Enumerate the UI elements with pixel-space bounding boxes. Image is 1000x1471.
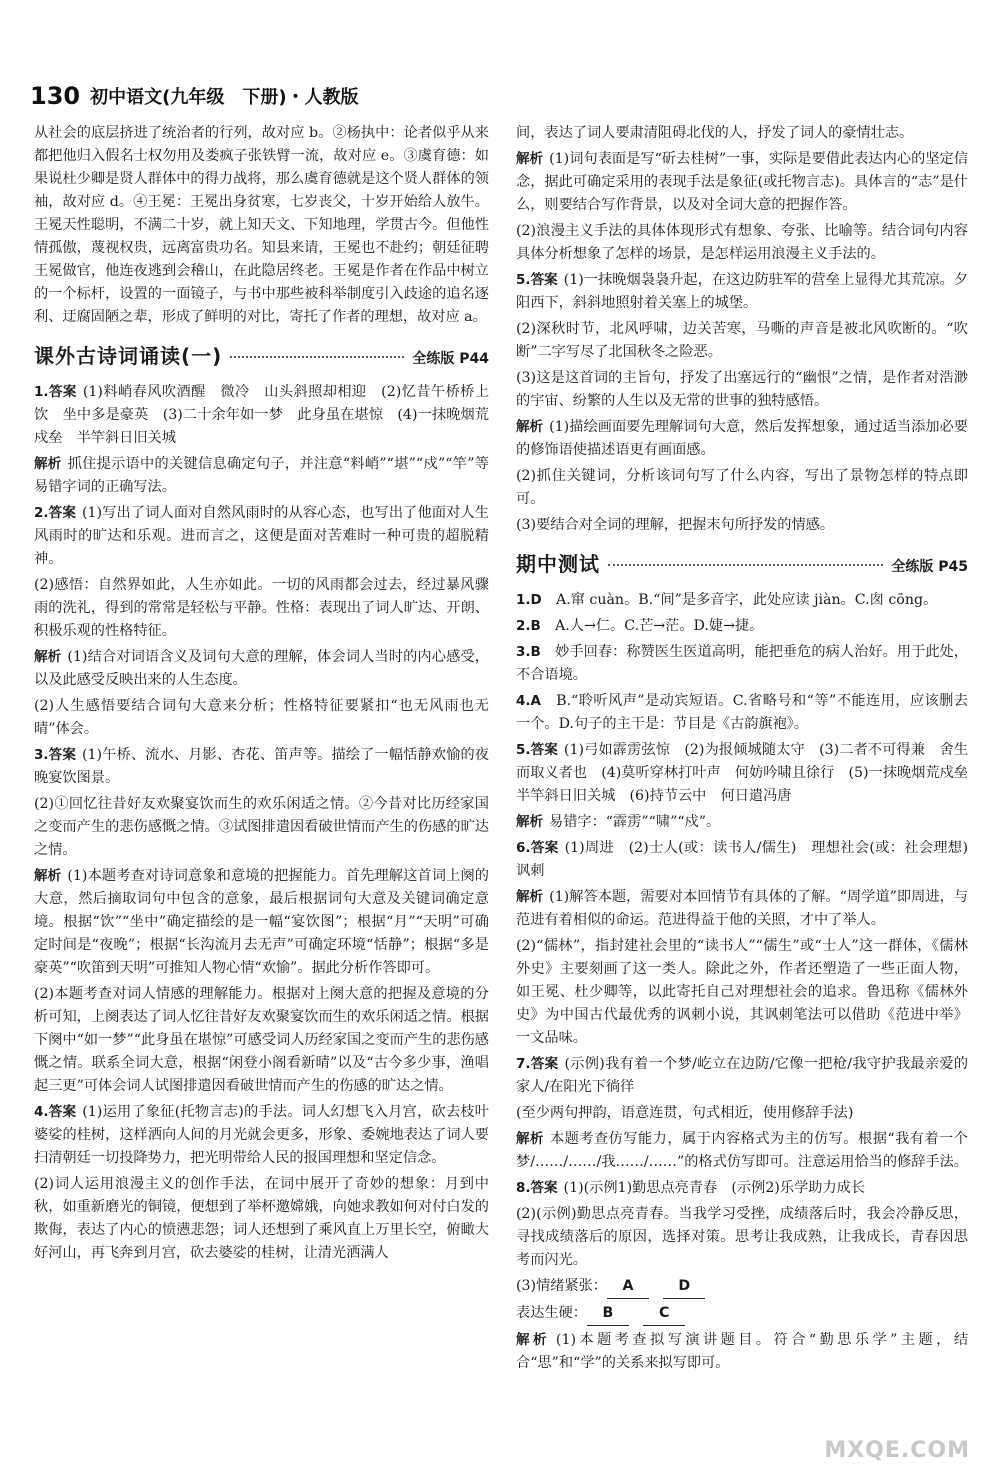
- q2-analysis: 解析 (1)结合对词语含义及词句大意的理解，体会词人当时的内心感受，以及此感受反映出来的人生态度。: [34, 649, 489, 688]
- mid-q7-answer: 7.答案 (示例)我有着一个梦/屹立在边防/它像一把枪/我守护我最亲爱的家人/在阳光下徜徉: [516, 1056, 969, 1095]
- mid-q5-analysis: 解析 易错字：“霹雳”“啸”“戍”。: [516, 814, 721, 830]
- q3-answer: 3.答案 (1)午桥、流水、月影、杏花、笛声等。描绘了一幅恬静欢愉的夜晚宴饮图景。: [34, 747, 489, 786]
- q1-answer: 1.答案 (1)料峭春风吹酒醒 微冷 山头斜照却相迎 (2)忆昔午桥桥上饮 坐中多是豪英 (3)二十余年如一梦 此身虽在堪惊 (4)一抹晚烟荒戍垒 半竿斜日旧关城: [34, 384, 490, 446]
- q2-part2: (2)感悟：自然界如此，人生亦如此。一切的风雨都会过去，经过暴风骤雨的洗礼，得到的常常是轻松与平静。性格：表现出了词人旷达、开朗、积极乐观的性格特征。: [34, 577, 489, 639]
- mid-q6-analysis: 解析 (1)解答本题，需要对本回情节有具体的了解。“周学道”即周进，与范进有着相似的命运。范进得益于他的关照，才中了举人。: [516, 889, 969, 928]
- left-column: [34, 122, 489, 1268]
- mid-q1: 1.D A.窜 cuàn。B.“间”是多音字，此处应读 jiàn。C.囱 cōng。: [516, 592, 938, 608]
- blank-c: C: [643, 1302, 685, 1326]
- page-header: [30, 78, 359, 114]
- mid-q4: 4.A B.“聆听风声”是动宾短语。C.省略号和“等”不能连用，应该删去一个。D.句子的主干是：节目是《古韵旗袍》。: [516, 693, 968, 732]
- q4-continued: 间，表达了词人要肃清阻碍北伐的人，抒发了词人的豪情壮志。: [516, 125, 914, 141]
- section-title: 课外古诗词诵读(一): [34, 344, 223, 368]
- blank-b: B: [587, 1302, 629, 1326]
- mid-q6-answer: 6.答案 (1)周进 (2)士人(或：读书人/儒生) 理想社会(或：社会理想) 讽刺: [516, 840, 983, 879]
- mid-q7-analysis: 解析 本题考查仿写能力，属于内容格式为主的仿写。根据“我有着一个梦/……/……/我……/……”的格式仿写即可。注意运用恰当的修辞手法。: [516, 1131, 968, 1170]
- q5-part2: (2)深秋时节，北风呼啸，边关苦寒，马嘶的声音是被北风吹断的。“吹断”二字写尽了北国秋冬之险恶。: [516, 321, 968, 360]
- q5-analysis: 解析 (1)描绘画面要先理解词句大意，然后发挥想象，通过适当添加必要的修饰语使描述语更有画面感。: [516, 419, 968, 458]
- q1-analysis: 解析 抓住提示语中的关键信息确定句子，并注意“料峭”“堪”“戍”“竿”等易错字词的正确写法。: [34, 456, 490, 495]
- q4-part2: (2)词人运用浪漫主义的创作手法，在词中展开了奇妙的想象：月到中秋，如重新磨光的铜镜，便想到了举杯邀嫦娥，向她求教如何对付白发的欺侮，表达了内心的愤懑悲怨；词人还想到了乘风直上万里长空，俯瞰大好河山，再飞奔到月宫，砍去婆娑的桂树，让清光洒满人: [34, 1176, 489, 1261]
- q3-analysis: 解析 (1)本题考查对诗词意象和意境的把握能力。首先理解这首词上阕的大意，然后摘取词句中包含的意象，最后根据词句大意及关键词确定意境。根据“饮”“坐中”确定描绘的是一幅“宴饮图”；根据“月”“天明”可确定时间是“夜晚”；根据“长沟流月去无声”可确定环境“恬静”；根据“多是豪英”“吹笛到天明”可推知人物心情“欢愉”。据此分析作答即可。: [34, 868, 489, 976]
- leader-dots: [230, 356, 404, 358]
- mid-q8-part2: (2)(示例)勤思点亮青春。当我学习受挫，成绩落后时，我会冷静反思，寻找成绩落后的原因，选择对策。思考让我成熟，让我成长，青春因思考而闪光。: [516, 1206, 968, 1268]
- mid-q2: 2.B A.人→仁。C.芒→茫。D.婕→捷。: [516, 618, 764, 634]
- q4-analysis: 解析 (1)词句表面是写“斫去桂树”一事，实际是要借此表达内心的坚定信念，据此可确定采用的表现手法是象征(或托物言志)。具体言的“志”是什么，则要结合写作背景，以及对全词大意的把握作答。: [516, 151, 969, 213]
- intro-paragraph: 从社会的底层挤进了统治者的行列，故对应 b。②杨执中：论者似乎从来都把他归入假名士权勿用及娄疯子张铁臂一流，故对应 e。③虞育德：如果说杜少卿是贤人群体中的得力战将，那么虞育德就是这个贤人群体的领袖，故对应 d。④王冕：王冕出身贫寒，七岁丧父，十岁开始给人放牛。王冕天性聪明，不满二十岁，就上知天文、下知地理，学贯古今。但他性情孤傲，蔑视权贵，远离富贵功名。知县来请，王冕也不赴约；朝廷征聘王冕做官，他连夜逃到会稽山，在此隐居终老。王冕是作者在作品中树立的一个标杆，设置的一面镜子，与书中那些被科举制度引入歧途的追名逐利、迂腐固陋之辈，形成了鲜明的对比，寄托了作者的理想，故对应 a。: [34, 125, 489, 325]
- q2-analysis-2: (2)人生感悟要结合词句大意来分析；性格特征要紧扣“也无风雨也无晴”体会。: [34, 698, 489, 737]
- right-column: [516, 122, 983, 1378]
- section-heading-poetry: [34, 345, 489, 371]
- mid-q7-note: (至少两句押韵，语意连贯，句式相近，使用修辞手法): [516, 1105, 854, 1121]
- q4-answer: 4.答案 (1)运用了象征(托物言志)的手法。词人幻想飞入月宫，砍去枝叶婆娑的桂树，这样洒向人间的月光就会更多，形象、委婉地表达了词人要扫清朝廷一切投降势力，把光明带给人民的报国理想和坚定信念。: [34, 1104, 489, 1166]
- q2-answer: 2.答案 (1)写出了词人面对自然风雨时的从容心态，也写出了他面对人生风雨时的旷达和乐观。进而言之，这便是面对苦难时一种可贵的超脱精神。: [34, 505, 489, 567]
- q3-part2: (2)①回忆往昔好友欢聚宴饮而生的欢乐闲适之情。②今昔对比历经家国之变而产生的悲伤感慨之情。③试图排遣因看破世情而产生的伤感的旷达之情。: [34, 796, 489, 858]
- mid-q6-analysis-2: (2)“儒林”，指封建社会里的“读书人”“儒生”或“士人”这一群体，《儒林外史》主要刻画了这一类人。除此之外，作者还塑造了一些正面人物，如王冕、杜少卿等，以此寄托自己对理想社会的追求。鲁迅称《儒林外史》为中国古代最优秀的讽刺小说，其讽刺笔法可以借助《范进中举》一文品味。: [516, 938, 968, 1046]
- mid-q8-answer: 8.答案 (1)(示例1)勤思点亮青春 (示例2)乐学助力成长: [516, 1180, 866, 1196]
- q5-part3: (3)这是这首词的主旨句，抒发了出塞远行的“幽恨”之情，是作者对浩渺的宇宙、纷繁的人生以及无常的世事的独特感悟。: [516, 370, 968, 409]
- section-ref: 全练版 P44: [412, 351, 489, 367]
- leader-dots: [608, 564, 883, 566]
- mid-q8-analysis: 解析 (1)本题考查拟写演讲题目。符合“勤思乐学”主题，结合“思”和“学”的关系来拟写即可。: [516, 1332, 969, 1371]
- q4-analysis-2: (2)浪漫主义手法的具体体现形式有想象、夸张、比喻等。结合词句内容具体分析想象了怎样的场景，是怎样运用浪漫主义手法的。: [516, 223, 968, 262]
- mid-q3: 3.B 妙手回春：称赞医生医道高明，能把垂危的病人治好。用于此处，不合语境。: [516, 644, 968, 683]
- q5-analysis-2: (2)抓住关键词，分析该词句写了什么内容，写出了景物怎样的特点即可。: [516, 468, 968, 507]
- blank-d: D: [663, 1275, 705, 1299]
- mid-q8-part4: 表达生硬： B C: [516, 1302, 968, 1326]
- section-heading-midterm: [516, 553, 968, 579]
- q5-answer: 5.答案 (1)一抹晚烟袅袅升起，在这边防驻军的营垒上显得尤其荒凉。夕阳西下，斜斜地照射着关塞上的城堡。: [516, 272, 969, 311]
- mid-q5-answer: 5.答案 (1)弓如霹雳弦惊 (2)为报倾城随太守 (3)二者不可得兼 舍生而取义者也 (4)莫听穿林打叶声 何妨吟啸且徐行 (5)一抹晚烟荒戍垒 半竿斜日旧关城 (6)持节云中 何日遣冯唐: [516, 742, 983, 804]
- section-title: 期中测试: [516, 552, 600, 576]
- section-ref: 全练版 P45: [891, 559, 968, 575]
- watermark-logo: MXQE.COM: [824, 1438, 970, 1463]
- mid-q8-part3: (3)情绪紧张： A D: [516, 1275, 968, 1299]
- q5-analysis-3: (3)要结合对全词的理解，把握末句所抒发的情感。: [516, 517, 835, 533]
- blank-a: A: [607, 1275, 649, 1299]
- book-title: 初中语文(九年级 下册)・人教版: [90, 87, 359, 108]
- page-number: 130: [30, 82, 81, 110]
- q3-analysis-2: (2)本题考查对词人情感的理解能力。根据对上阕大意的把握及意境的分析可知，上阕表达了词人忆往昔好友欢聚宴饮而生的欢乐闲适之情。根据下阕中“如一梦”“此身虽在堪惊”可感受词人历经家国之变而产生的悲伤感慨之情。联系全词大意，根据“闲登小阁看新晴”以及“古今多少事，渔唱起三更”可体会词人试图排遣因看破世情而产生的伤感的旷达之情。: [34, 986, 489, 1094]
